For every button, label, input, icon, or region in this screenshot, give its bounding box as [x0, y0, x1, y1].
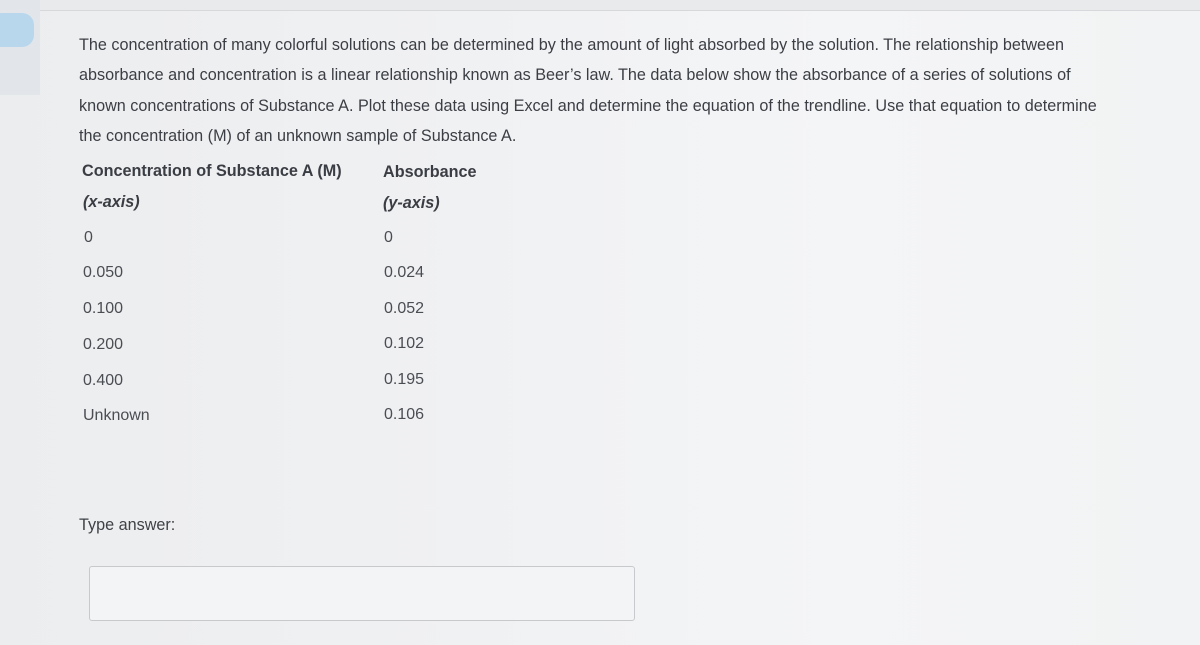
absorbance-cell-3: 0.052	[384, 300, 425, 317]
question-line-2: absorbance and concentration is a linear relationship known as Beer’s law. The data below show the absorbance of a series of solutions of	[79, 66, 1071, 85]
question-line-1: The concentration of many colorful solutions can be determined by the amount of light absorbed by the solution. The relationship between	[79, 36, 1065, 54]
absorbance-cell-6: 0.106	[384, 406, 425, 423]
concentration-axis-label: (x-axis)	[83, 193, 140, 211]
absorbance-cell-2: 0.024	[384, 264, 425, 281]
concentration-cell-3: 0.100	[83, 300, 124, 317]
concentration-cell-5: 0.400	[83, 372, 124, 389]
answer-label: Type answer:	[79, 516, 176, 534]
question-tab-marker[interactable]	[0, 13, 34, 47]
concentration-cell-6: Unknown	[83, 407, 150, 424]
question-line-4: the concentration (M) of an unknown sample of Substance A.	[79, 126, 517, 145]
absorbance-cell-5: 0.195	[384, 371, 425, 388]
absorbance-axis-label: (y-axis)	[383, 194, 440, 212]
concentration-cell-2: 0.050	[83, 264, 124, 281]
question-line-3: known concentrations of Substance A. Plot these data using Excel and determine the equation of the trendline. Use that equation to determine	[79, 96, 1097, 115]
concentration-cell-4: 0.200	[83, 336, 124, 353]
question-text	[79, 30, 1179, 151]
answer-input[interactable]	[89, 566, 635, 621]
page-top-edge	[40, 0, 1200, 11]
concentration-column-header: Concentration of Substance A (M)	[82, 162, 342, 180]
absorbance-cell-1: 0	[384, 229, 393, 246]
concentration-cell-1: 0	[84, 229, 93, 246]
absorbance-cell-4: 0.102	[384, 335, 425, 352]
absorbance-column-header: Absorbance	[383, 163, 477, 181]
